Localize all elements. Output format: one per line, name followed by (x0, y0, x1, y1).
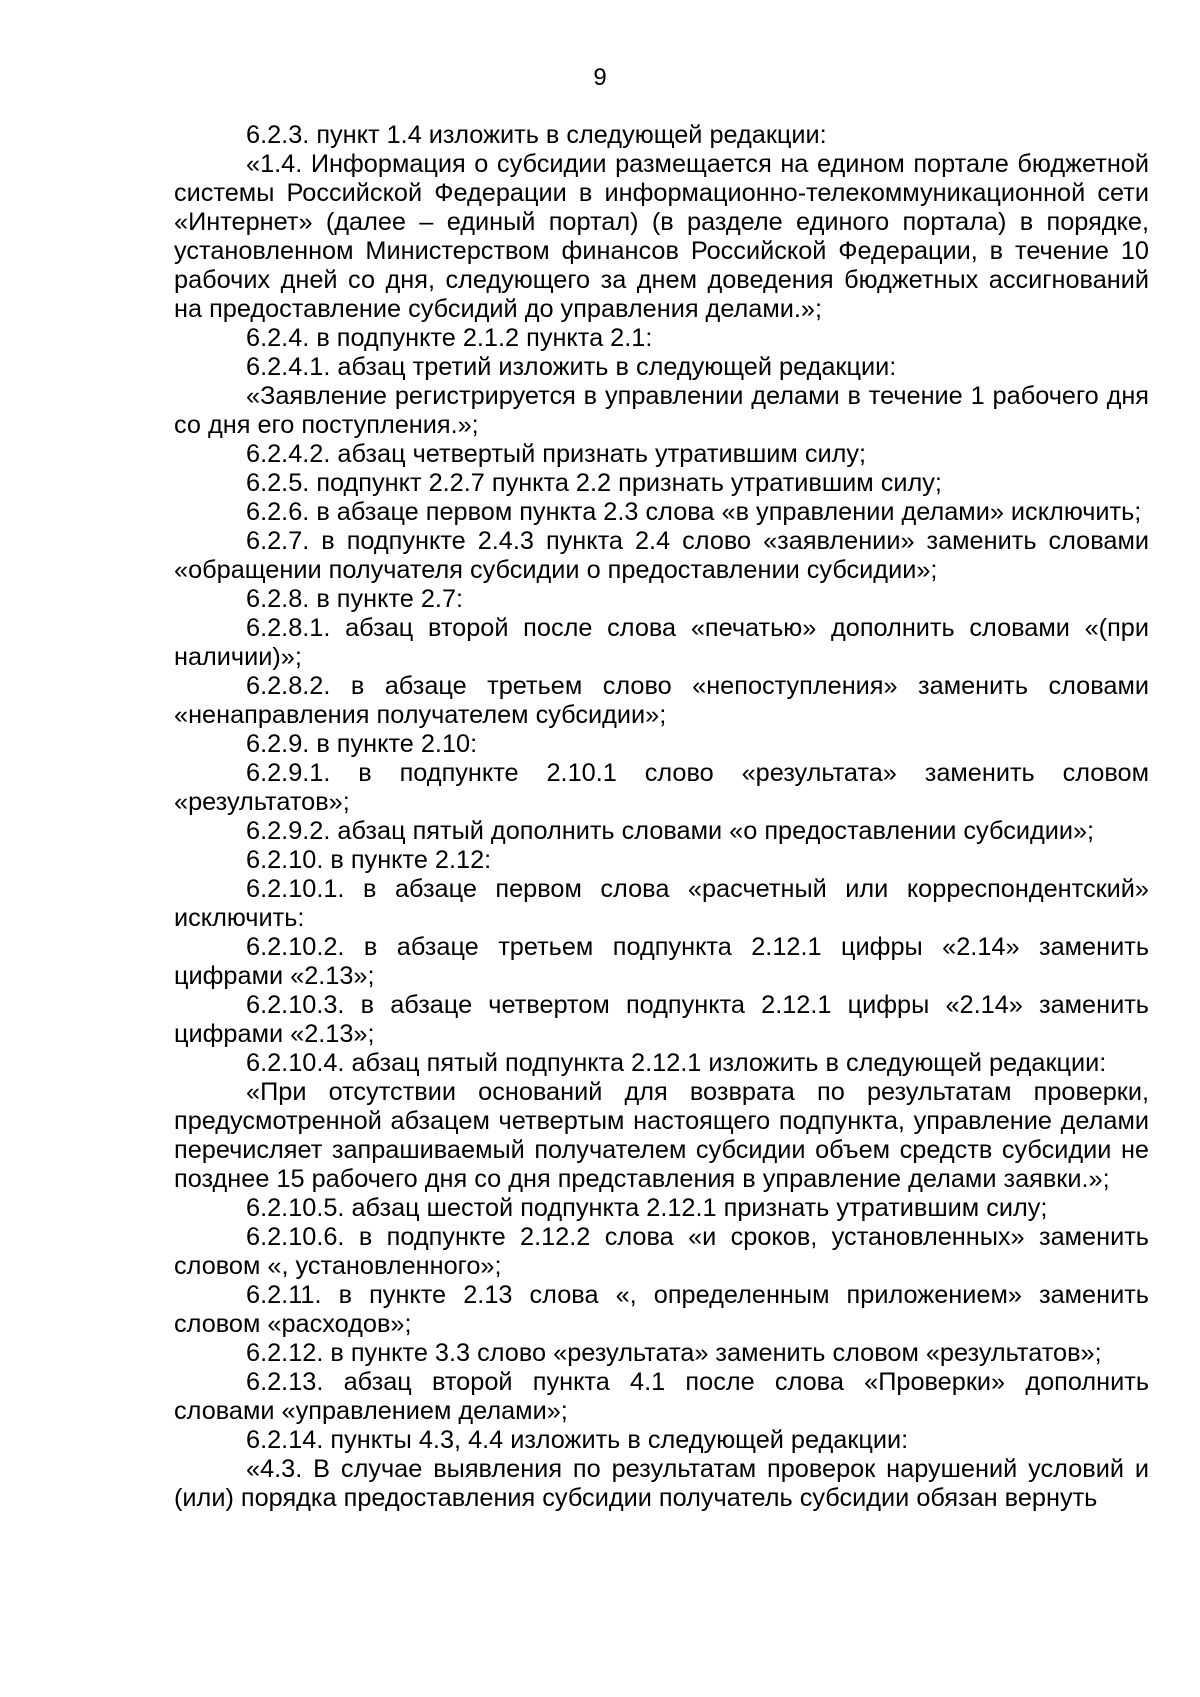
paragraph-6-2-12: 6.2.12. в пункте 3.3 слово «результата» заменить словом «результатов»; (246, 1339, 1102, 1367)
page-number: 9 (593, 64, 607, 91)
paragraph-6-2-11: 6.2.11. в пункте 2.13 слова «, определенным приложением» заменить словом «расходов»; (174, 1281, 1149, 1338)
paragraph-6-2-10-1: 6.2.10.1. в абзаце первом слова «расчетный или корреспондентский» исключить: (174, 875, 1149, 932)
paragraph-6-2-10: 6.2.10. в пункте 2.12: (246, 846, 492, 874)
paragraph-quote-1-4: «1.4. Информация о субсидии размещается на едином портале бюджетной системы Российской Федерации в информационно-телекоммуникационной сети «Интернет» (далее – единый портал) (в разделе единого портала) в порядке, установленном Министерством финансов Российской Федерации, в течение 10 рабочих дней со дня, следующего за днем доведения бюджетных ассигнований на предоставление субсидий до управления делами.»; (174, 150, 1149, 323)
paragraph-6-2-4-1: 6.2.4.1. абзац третий изложить в следующей редакции: (246, 353, 897, 381)
paragraph-quote-zayavlenie: «Заявление регистрируется в управлении делами в течение 1 рабочего дня со дня его поступления.»; (174, 382, 1149, 439)
paragraph-6-2-7: 6.2.7. в подпункте 2.4.3 пункта 2.4 слово «заявлении» заменить словами «обращении получателя субсидии о предоставлении субсидии»; (174, 527, 1149, 584)
paragraph-6-2-3: 6.2.3. пункт 1.4 изложить в следующей редакции: (246, 121, 827, 149)
paragraph-6-2-10-3: 6.2.10.3. в абзаце четвертом подпункта 2.12.1 цифры «2.14» заменить цифрами «2.13»; (174, 991, 1149, 1048)
paragraph-6-2-10-6: 6.2.10.6. в подпункте 2.12.2 слова «и сроков, установленных» заменить словом «, установленного»; (174, 1223, 1149, 1280)
paragraph-6-2-4: 6.2.4. в подпункте 2.1.2 пункта 2.1: (246, 324, 653, 352)
paragraph-quote-otsutstvie: «При отсутствии оснований для возврата по результатам проверки, предусмотренной абзацем четвертым настоящего подпункта, управление делами перечисляет запрашиваемый получателем субсидии объем средств субсидии не позднее 15 рабочего дня со дня представления в управление делами заявки.»; (174, 1078, 1149, 1193)
paragraph-6-2-9: 6.2.9. в пункте 2.10: (246, 730, 478, 758)
paragraph-6-2-10-2: 6.2.10.2. в абзаце третьем подпункта 2.12.1 цифры «2.14» заменить цифрами «2.13»; (174, 933, 1149, 990)
paragraph-6-2-4-2: 6.2.4.2. абзац четвертый признать утратившим силу; (246, 440, 867, 468)
paragraph-6-2-10-5: 6.2.10.5. абзац шестой подпункта 2.12.1 признать утратившим силу; (246, 1194, 1048, 1222)
paragraph-6-2-10-4: 6.2.10.4. абзац пятый подпункта 2.12.1 изложить в следующей редакции: (246, 1049, 1107, 1077)
paragraph-6-2-9-1: 6.2.9.1. в подпункте 2.10.1 слово «результата» заменить словом «результатов»; (174, 759, 1149, 816)
paragraph-quote-4-3: «4.3. В случае выявления по результатам проверок нарушений условий и (или) порядка предоставления субсидии получатель субсидии обязан вернуть (174, 1455, 1149, 1512)
paragraph-6-2-13: 6.2.13. абзац второй пункта 4.1 после слова «Проверки» дополнить словами «управлением делами»; (174, 1368, 1149, 1425)
paragraph-6-2-5: 6.2.5. подпункт 2.2.7 пункта 2.2 признать утратившим силу; (246, 469, 942, 497)
paragraph-6-2-9-2: 6.2.9.2. абзац пятый дополнить словами «о предоставлении субсидии»; (246, 817, 1095, 845)
document-body (174, 121, 1149, 1513)
paragraph-6-2-8-2: 6.2.8.2. в абзаце третьем слово «непоступления» заменить словами «ненаправления получателем субсидии»; (174, 672, 1149, 729)
paragraph-6-2-6: 6.2.6. в абзаце первом пункта 2.3 слова «в управлении делами» исключить; (246, 498, 1142, 526)
paragraph-6-2-8: 6.2.8. в пункте 2.7: (246, 585, 464, 613)
paragraph-6-2-8-1: 6.2.8.1. абзац второй после слова «печатью» дополнить словами «(при наличии)»; (174, 614, 1149, 671)
paragraph-6-2-14: 6.2.14. пункты 4.3, 4.4 изложить в следующей редакции: (246, 1426, 909, 1454)
